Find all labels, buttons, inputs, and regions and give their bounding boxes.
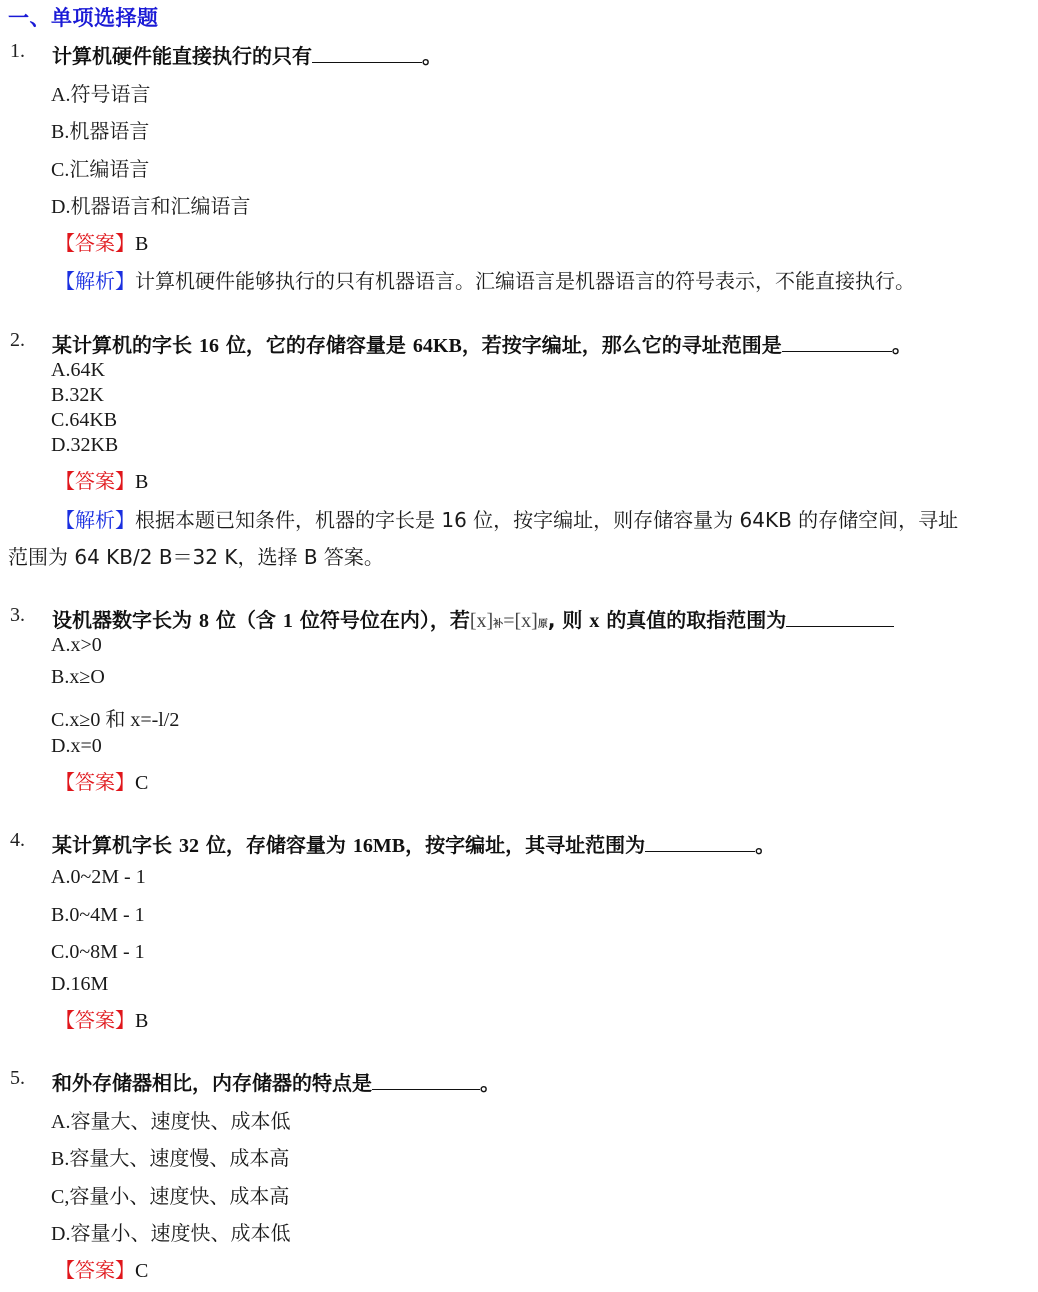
stem-text: 某计算机字长: [52, 833, 172, 857]
stem-end: 。: [480, 1071, 500, 1095]
stem-number: 8: [198, 610, 209, 632]
explanation-text: 根据本题已知条件，机器的字长是 16 位，按字编址，则存储容量为 64KB 的存储空间，寻址: [135, 508, 959, 532]
option-b: B.机器语言: [51, 121, 150, 143]
answer-line: [55, 227, 148, 256]
option-a: A.0~2M - 1: [51, 866, 146, 888]
answer-line: [55, 1004, 148, 1033]
question-number: 5.: [10, 1067, 25, 1089]
stem-text: ，若按字编址，那么它的寻址范围是: [461, 333, 782, 357]
original-subscript: 原: [537, 619, 548, 630]
stem-text: 位，它的存储容量是: [225, 333, 406, 357]
answer-value: C: [135, 1260, 149, 1282]
explanation-tag: 【解析】: [55, 508, 135, 532]
question-stem: [52, 829, 775, 858]
explanation-line: [55, 504, 958, 533]
stem-number: 1: [282, 610, 293, 632]
stem-text: 设机器数字长为: [52, 608, 192, 632]
question-stem: [52, 40, 442, 69]
option-c: C,容量小、速度快、成本高: [51, 1186, 290, 1208]
answer-line: [55, 465, 148, 494]
explanation-line: [55, 265, 915, 294]
option-a: A.容量大、速度快、成本低: [51, 1111, 291, 1133]
answer-value: C: [135, 772, 149, 794]
option-b: B.0~4M - 1: [51, 904, 145, 926]
option-c: C.64KB: [51, 409, 118, 431]
question-stem: [52, 329, 912, 358]
stem-text: ，按字编址，其寻址范围为: [405, 833, 646, 857]
answer-line: [55, 1254, 148, 1283]
stem-text: 的真值的取指范围为: [606, 608, 787, 632]
option-a: A.符号语言: [51, 84, 151, 106]
stem-number: 16MB: [352, 835, 406, 857]
question-stem: [52, 1067, 500, 1096]
section-title: 一、单项选择题: [8, 6, 159, 30]
answer-blank: [312, 44, 422, 63]
stem-number: 64KB: [412, 335, 462, 357]
option-d: D.x=0: [51, 735, 102, 757]
option-b: B.容量大、速度慢、成本高: [51, 1148, 290, 1170]
complement-notation: [x]: [469, 610, 494, 632]
option-d: D.容量小、速度快、成本低: [51, 1223, 291, 1245]
answer-tag: 【答案】: [55, 1008, 135, 1032]
answer-line: [55, 766, 148, 795]
stem-end: 。: [891, 333, 912, 357]
stem-number: 16: [198, 335, 219, 357]
stem-number: 32: [178, 835, 199, 857]
option-d: D.16M: [51, 973, 109, 995]
stem-text: 位（含: [215, 608, 276, 632]
stem-end: 。: [422, 44, 442, 68]
option-c: C.汇编语言: [51, 159, 150, 181]
stem-text: , 则: [547, 608, 583, 632]
complement-subscript: 补: [493, 619, 504, 630]
stem-end: 。: [755, 833, 776, 857]
stem-variable: x: [589, 610, 600, 632]
answer-blank: [786, 608, 894, 627]
question-number: 1.: [10, 40, 25, 62]
question-number: 2.: [10, 329, 25, 351]
question-number: 4.: [10, 829, 25, 851]
option-a: A.64K: [51, 359, 105, 381]
option-b: B.32K: [51, 384, 104, 406]
option-d: D.机器语言和汇编语言: [51, 196, 251, 218]
original-notation: =[x]: [503, 610, 538, 632]
stem-text: 位，存储容量为: [205, 833, 346, 857]
explanation-continuation: 范围为 64 KB/2 B＝32 K，选择 B 答案。: [8, 545, 384, 569]
answer-tag: 【答案】: [55, 469, 135, 493]
explanation-tag: 【解析】: [55, 269, 135, 293]
answer-blank: [372, 1071, 480, 1090]
answer-blank: [782, 333, 892, 352]
option-b: B.x≥O: [51, 666, 105, 688]
stem-text: 和外存储器相比，内存储器的特点是: [52, 1071, 372, 1095]
answer-value: B: [135, 233, 149, 255]
answer-tag: 【答案】: [55, 231, 135, 255]
explanation-text: 计算机硬件能够执行的只有机器语言。汇编语言是机器语言的符号表示，不能直接执行。: [135, 269, 915, 293]
question-number: 3.: [10, 604, 25, 626]
answer-blank: [645, 833, 755, 852]
answer-value: B: [135, 1010, 149, 1032]
stem-text: 计算机硬件能直接执行的只有: [52, 44, 312, 68]
option-a: A.x>0: [51, 634, 102, 656]
option-c: C.x≥0 和 x=-l/2: [51, 709, 180, 731]
answer-value: B: [135, 471, 149, 493]
option-c: C.0~8M - 1: [51, 941, 145, 963]
question-stem: [52, 604, 894, 633]
answer-tag: 【答案】: [55, 1258, 135, 1282]
stem-text: 位符号位在内），若: [299, 608, 470, 632]
option-d: D.32KB: [51, 434, 119, 456]
stem-text: 某计算机的字长: [52, 333, 192, 357]
answer-tag: 【答案】: [55, 770, 135, 794]
